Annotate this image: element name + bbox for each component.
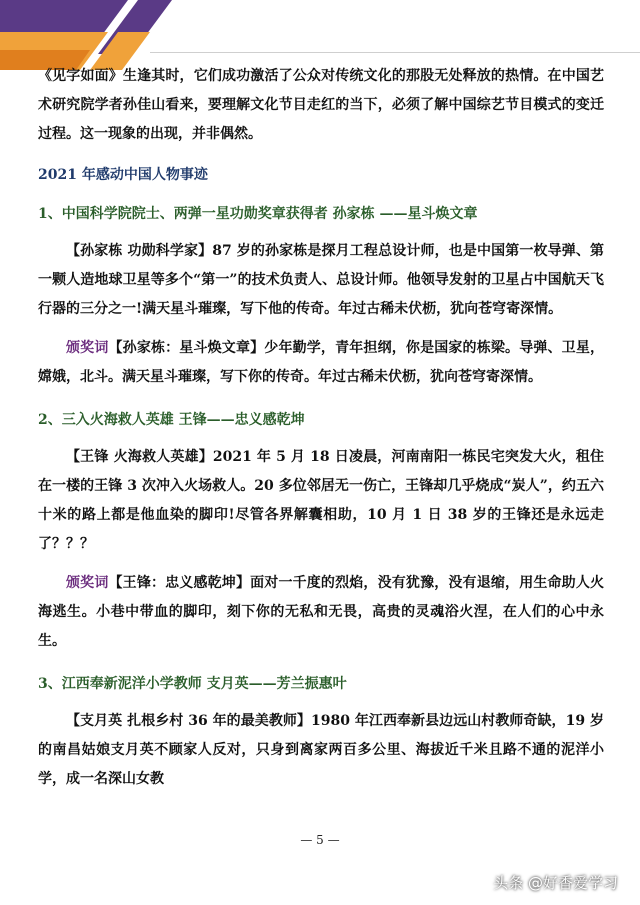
page-number: — 5 — <box>300 833 340 847</box>
award-label: 颁奖词 <box>66 575 109 591</box>
item-3-title: 3、江西奉新泥洋小学教师 支月英——芳兰振惠叶 <box>38 676 347 692</box>
item-1-title: 1、中国科学院院士、两弹一星功勋奖章获得者 孙家栋 ——星斗焕文章 <box>38 206 478 222</box>
intro-paragraph: 《见字如面》生逢其时，它们成功激活了公众对传统文化的那股无处释放的热情。在中国艺术研究院学者孙佳山看来，要理解文化节目走红的当下，必须了解中国综艺节目模式的变迁过程。这一现象的出现，并非偶然。 <box>38 68 604 142</box>
item-1-story: 【孙家栋 功勋科学家】87 岁的孙家栋是探月工程总设计师，也是中国第一枚导弹、第一颗人造地球卫星等多个“第一”的技术负责人、总设计师。他领导发射的卫星占中国航天飞行器的三分之一!满天星斗璀璨，写下他的传奇。年过古稀未伏枥，犹向苍穹寄深情。 <box>38 243 604 317</box>
award-text: 【王锋：忠义感乾坤】面对一千度的烈焰，没有犹豫，没有退缩，用生命助人火海逃生。小巷中带血的脚印，刻下你的无私和无畏，高贵的灵魂浴火涅，在人们的心中永生。 <box>38 575 605 649</box>
award-text: 【孙家栋：星斗焕文章】少年勤学，青年担纲，你是国家的栋梁。导弹、卫星，嫦娥，北斗。满天星斗璀璨，写下你的传奇。年过古稀未伏枥，犹向苍穹寄深情。 <box>38 340 605 385</box>
award-label: 颁奖词 <box>66 340 109 356</box>
section-title: 2021 年感动中国人物事迹 <box>38 167 208 183</box>
header-rule <box>150 52 640 53</box>
watermark: 头条 @好香爱学习 <box>493 874 618 892</box>
item-3-story: 【支月英 扎根乡村 36 年的最美教师】1980 年江西奉新县边远山村教师奇缺，19 岁的南昌姑娘支月英不顾家人反对，只身到离家两百多公里、海拔近千米且路不通的泥洋小学，成一名深山女教 <box>38 713 604 787</box>
item-2-story: 【王锋 火海救人英雄】2021 年 5 月 18 日凌晨，河南南阳一栋民宅突发大火，租住在一楼的王锋 3 次冲入火场救人。20 多位邻居无一伤亡，王锋却几乎烧成“炭人”，约五六十米的路上都是他血染的脚印!尽管各界解囊相助，10 月 1 日 38 岁的王锋还是永远走了？？？ <box>38 449 604 552</box>
item-2-award <box>38 569 604 656</box>
item-1-award <box>38 334 604 392</box>
item-2-title: 2、三入火海救人英雄 王锋——忠义感乾坤 <box>38 412 305 428</box>
document-body <box>38 62 604 794</box>
header-decoration <box>0 0 640 70</box>
